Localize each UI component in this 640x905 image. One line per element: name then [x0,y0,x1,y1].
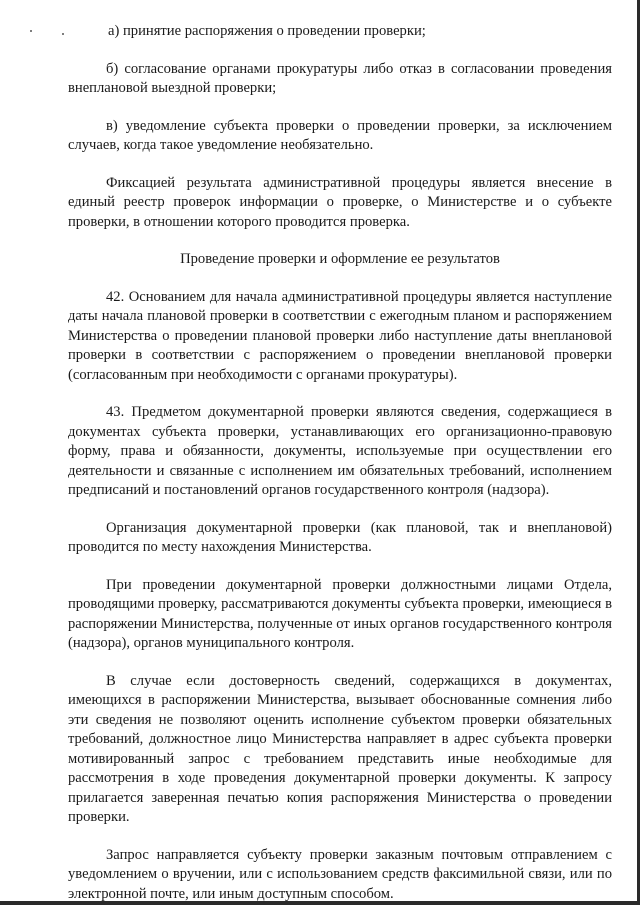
scan-speck [30,30,32,32]
paragraph-request-delivery: Запрос направляется субъекту проверки заказным почтовым отправлением с уведомлением о вручении, или с использованием средств факсимильной связи, или по электронной почте, или иным доступным способом. [68,846,612,902]
paragraph-c: в) уведомление субъекта проверки о проведении проверки, за исключением случаев, когда такое уведомление необязательно. [68,117,612,153]
paragraph-b: б) согласование органами прокуратуры либо отказ в согласовании проведения внеплановой выездной проверки; [68,60,612,96]
paragraph-documents-review: При проведении документарной проверки должностными лицами Отдела, проводящими проверку, рассматриваются документы субъекта проверки, имеющиеся в распоряжении Министерства, полученные от иных органов государственного контроля (надзора), органов муниципального контроля. [68,576,612,651]
document-body [68,22,612,905]
paragraph-organization: Организация документарной проверки (как плановой, так и внеплановой) проводится по месту нахождения Министерства. [68,519,612,555]
section-heading: Проведение проверки и оформление ее результатов [180,251,500,267]
paragraph-result-fixation: Фиксацией результата административной процедуры является внесение в единый реестр проверок информации о проверке, о Министерстве и о субъекте проверки, в отношении которого проводится проверка. [68,174,612,230]
scan-edge-bottom [0,901,640,905]
paragraph-a: а) принятие распоряжения о проведении проверки; [108,23,426,39]
paragraph-43: 43. Предметом документарной проверки являются сведения, содержащиеся в документах субъекта проверки, устанавливающих его организационно-правовую форму, права и обязанности, документы, используемые при осуществлении его деятельности и связанные с исполнением им обязательных требований, исполнением предписаний и постановлений органов государственного контроля (надзора). [68,404,612,498]
scan-speck [62,33,64,35]
paragraph-42: 42. Основанием для начала административной процедуры является наступление даты начала плановой проверки в соответствии с ежегодным планом и распоряжением Министерства о проведении плановой проверки либо наступление даты внеплановой проверки в соответствии с распоряжением о проведении внеплановой проверки (согласованным при необходимости с органами прокуратуры). [68,288,612,383]
paragraph-request: В случае если достоверность сведений, содержащихся в документах, имеющихся в распоряжении Министерства, вызывает обоснованные сомнения либо эти сведения не позволяют оценить исполнение субъектом проверки обязательных требований, должностное лицо Министерства направляет в адрес субъекта проверки мотивированный запрос с требованием представить иные необходимые для рассмотрения в ходе проведения документарной проверки документы. К запросу прилагается заверенная печатью копия распоряжения Министерства о проведении проверки. [68,672,612,825]
